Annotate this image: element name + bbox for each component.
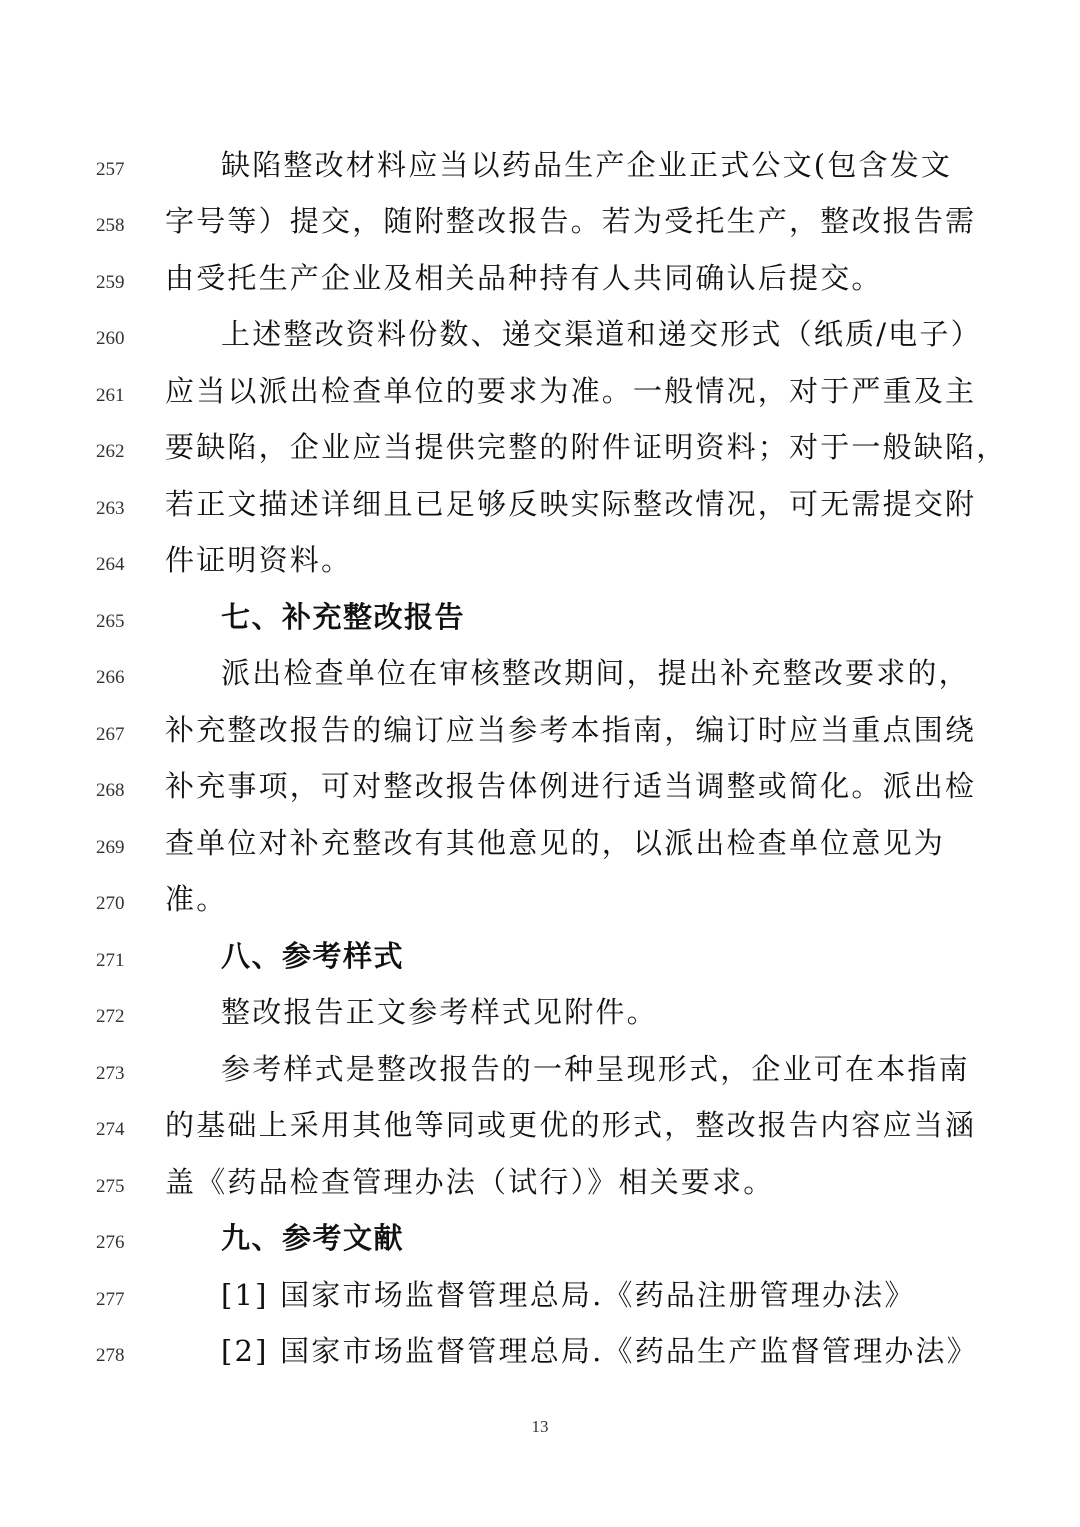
line-number: 278 <box>96 1345 125 1366</box>
line-text: 准。 <box>165 882 228 916</box>
line-number: 270 <box>96 893 125 914</box>
line-number: 273 <box>96 1063 125 1084</box>
page-number: 13 <box>531 1417 549 1436</box>
text-line <box>0 1162 1080 1218</box>
line-text: 缺陷整改材料应当以药品生产企业正式公文(包含发文 <box>221 148 953 182</box>
text-line <box>0 201 1080 257</box>
line-text: 由受托生产企业及相关品种持有人共同确认后提交。 <box>165 261 883 295</box>
line-number: 261 <box>96 385 125 406</box>
text-line <box>0 484 1080 540</box>
line-number: 267 <box>96 724 125 745</box>
line-number: 276 <box>96 1232 125 1253</box>
line-number: 271 <box>96 950 125 971</box>
text-line <box>0 823 1080 879</box>
line-text: 整改报告正文参考样式见附件。 <box>221 995 658 1029</box>
line-text: 的基础上采用其他等同或更优的形式，整改报告内容应当涵 <box>165 1108 977 1142</box>
text-line <box>0 766 1080 822</box>
line-text: 派出检查单位在审核整改期间，提出补充整改要求的， <box>221 656 970 690</box>
text-line <box>0 427 1080 483</box>
line-number: 257 <box>96 159 125 180</box>
line-number: 264 <box>96 554 125 575</box>
text-line <box>0 879 1080 935</box>
line-number: 272 <box>96 1006 125 1027</box>
text-line <box>0 992 1080 1048</box>
line-text: 应当以派出检查单位的要求为准。一般情况，对于严重及主 <box>165 374 977 408</box>
line-number: 277 <box>96 1289 125 1310</box>
line-number: 268 <box>96 780 125 801</box>
reference-line <box>0 1275 1080 1331</box>
reference-entry: [1] 国家市场监督管理总局.《药品注册管理办法》 <box>221 1278 916 1312</box>
section-heading: 七、补充整改报告 <box>221 600 466 634</box>
section-heading-line <box>0 1218 1080 1274</box>
text-line <box>0 710 1080 766</box>
line-number: 262 <box>96 441 125 462</box>
text-line <box>0 1105 1080 1161</box>
line-text: 参考样式是整改报告的一种呈现形式，企业可在本指南 <box>221 1052 970 1086</box>
section-heading: 八、参考样式 <box>221 939 405 973</box>
text-line <box>0 258 1080 314</box>
line-number: 265 <box>96 611 125 632</box>
section-heading-line <box>0 936 1080 992</box>
line-text: 字号等）提交，随附整改报告。若为受托生产，整改报告需 <box>165 204 977 238</box>
line-text: 查单位对补充整改有其他意见的，以派出检查单位意见为 <box>165 826 946 860</box>
text-line <box>0 145 1080 201</box>
line-text: 要缺陷，企业应当提供完整的附件证明资料；对于一般缺陷， <box>165 430 1008 464</box>
reference-entry: [2] 国家市场监督管理总局.《药品生产监督管理办法》 <box>221 1334 978 1368</box>
line-number: 260 <box>96 328 125 349</box>
line-number: 269 <box>96 837 125 858</box>
section-heading-line <box>0 597 1080 653</box>
text-line <box>0 653 1080 709</box>
line-text: 补充整改报告的编订应当参考本指南，编订时应当重点围绕 <box>165 713 977 747</box>
line-text: 若正文描述详细且已足够反映实际整改情况，可无需提交附 <box>165 487 977 521</box>
text-line <box>0 314 1080 370</box>
text-line <box>0 1049 1080 1105</box>
reference-line <box>0 1331 1080 1387</box>
section-heading: 九、参考文献 <box>221 1221 405 1255</box>
line-number: 274 <box>96 1119 125 1140</box>
line-text: 件证明资料。 <box>165 543 353 577</box>
line-number: 258 <box>96 215 125 236</box>
line-text: 盖《药品检查管理办法（试行）》相关要求。 <box>165 1165 775 1199</box>
line-text: 补充事项，可对整改报告体例进行适当调整或简化。派出检 <box>165 769 977 803</box>
line-number: 263 <box>96 498 125 519</box>
line-text: 上述整改资料份数、递交渠道和递交形式（纸质/电子） <box>221 317 982 351</box>
text-line <box>0 540 1080 596</box>
line-number: 259 <box>96 272 125 293</box>
text-line <box>0 371 1080 427</box>
line-number: 275 <box>96 1176 125 1197</box>
line-number: 266 <box>96 667 125 688</box>
